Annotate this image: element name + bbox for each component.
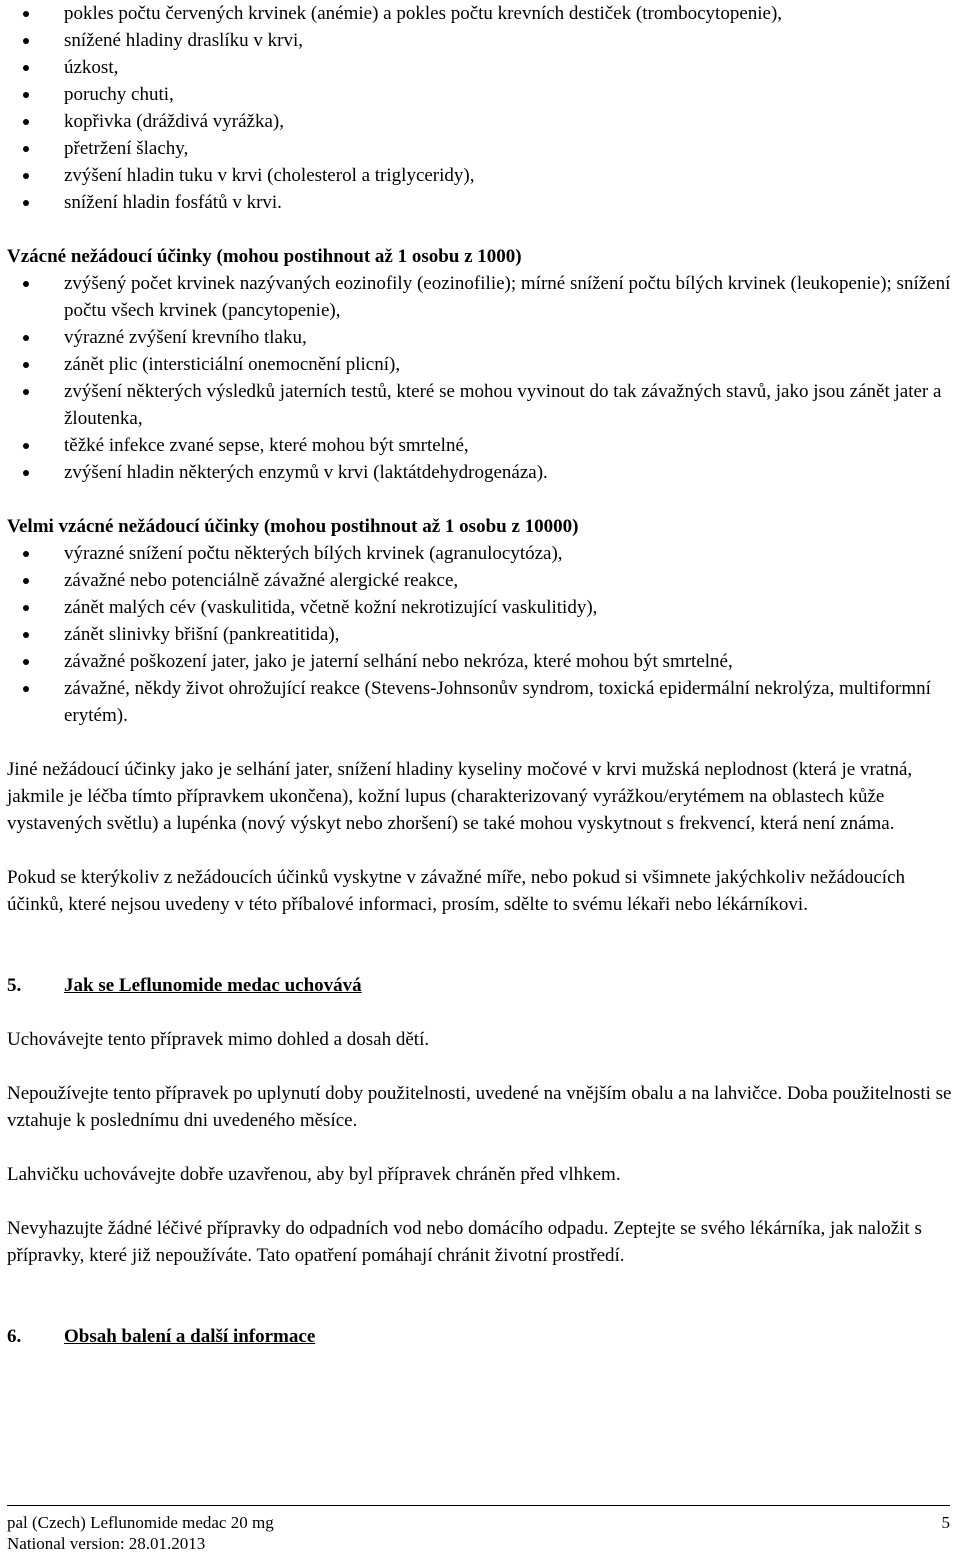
- list-item: kopřivka (dráždivá vyrážka),: [7, 108, 953, 135]
- list-item: snížení hladin fosfátů v krvi.: [7, 189, 953, 216]
- list-item: závažné, někdy život ohrožující reakce (Stevens-Johnsonův syndrom, toxická epidermální nekrolýza, multiformní erytém).: [7, 675, 953, 729]
- footer-version: National version: 28.01.2013: [7, 1534, 206, 1553]
- list-item: zvýšení hladin tuku v krvi (cholesterol a triglyceridy),: [7, 162, 953, 189]
- storage-paragraph: Lahvičku uchovávejte dobře uzavřenou, aby byl přípravek chráněn před vlhkem.: [7, 1164, 621, 1185]
- list-item: snížené hladiny draslíku v krvi,: [7, 27, 953, 54]
- rare-effects-list: [7, 270, 953, 486]
- list-item: těžké infekce zvané sepse, které mohou být smrtelné,: [7, 432, 953, 459]
- intro-list: [7, 0, 953, 216]
- section-6-heading: [7, 1323, 953, 1350]
- list-item: zánět slinivky břišní (pankreatitida),: [7, 621, 953, 648]
- very-rare-effects-list: [7, 540, 953, 729]
- list-item: poruchy chuti,: [7, 81, 953, 108]
- list-item: výrazné zvýšení krevního tlaku,: [7, 324, 953, 351]
- other-effects-paragraph: Jiné nežádoucí účinky jako je selhání jater, snížení hladiny kyseliny močové v krvi mužská neplodnost (která je vratná, jakmile je léčba tímto přípravkem ukončena), kožní lupus (charakterizovaný vyrážkou/erytémem na oblastech kůže vystavených světlu) a lupénka (nový výskyt nebo zhoršení) se také mohou vyskytnout s frekvencí, která není známa.: [7, 759, 913, 834]
- list-item: zánět malých cév (vaskulitida, včetně kožní nekrotizující vaskulitidy),: [7, 594, 953, 621]
- footer-page-number: 5: [941, 1513, 950, 1532]
- section-title: Jak se Leflunomide medac uchovává: [64, 975, 362, 996]
- list-item: přetržení šlachy,: [7, 135, 953, 162]
- page-footer: [7, 1505, 950, 1554]
- storage-paragraph: Nevyhazujte žádné léčivé přípravky do odpadních vod nebo domácího odpadu. Zeptejte se svého lékárníka, jak naložit s přípravky, které již nepoužíváte. Tato opatření pomáhají chránit životní prostředí.: [7, 1218, 922, 1266]
- list-item: závažné nebo potenciálně závažné alergické reakce,: [7, 567, 953, 594]
- list-item: zvýšení některých výsledků jaterních testů, které se mohou vyvinout do tak závažných stavů, jako jsou zánět jater a žloutenka,: [7, 378, 953, 432]
- section-title: Obsah balení a další informace: [64, 1326, 316, 1347]
- list-item: zánět plic (intersticiální onemocnění plicní),: [7, 351, 953, 378]
- list-item: závažné poškození jater, jako je jaterní selhání nebo nekróza, které mohou být smrtelné,: [7, 648, 953, 675]
- list-item: úzkost,: [7, 54, 953, 81]
- rare-effects-heading: Vzácné nežádoucí účinky (mohou postihnout až 1 osobu z 1000): [7, 246, 522, 267]
- footer-document-title: pal (Czech) Leflunomide medac 20 mg: [7, 1513, 274, 1532]
- document-page: [7, 0, 953, 1350]
- list-item: zvýšený počet krvinek nazývaných eozinofily (eozinofilie); mírné snížení počtu bílých krvinek (leukopenie); snížení počtu všech krvinek (pancytopenie),: [7, 270, 953, 324]
- section-5-heading: [7, 972, 953, 999]
- list-item: výrazné snížení počtu některých bílých krvinek (agranulocytóza),: [7, 540, 953, 567]
- section-number: 5.: [7, 975, 22, 996]
- storage-paragraph: Uchovávejte tento přípravek mimo dohled a dosah dětí.: [7, 1029, 430, 1050]
- storage-paragraph: Nepoužívejte tento přípravek po uplynutí doby použitelnosti, uvedené na vnějším obalu a na lahvičce. Doba použitelnosti se vztahuje k poslednímu dni uvedeného měsíce.: [7, 1083, 952, 1131]
- list-item: zvýšení hladin některých enzymů v krvi (laktátdehydrogenáza).: [7, 459, 953, 486]
- if-serious-paragraph: Pokud se kterýkoliv z nežádoucích účinků vyskytne v závažné míře, nebo pokud si všimnete jakýchkoliv nežádoucích účinků, které nejsou uvedeny v této příbalové informaci, prosím, sdělte to svému lékaři nebo lékárníkovi.: [7, 867, 906, 915]
- very-rare-effects-heading: Velmi vzácné nežádoucí účinky (mohou postihnout až 1 osobu z 10000): [7, 516, 579, 537]
- section-number: 6.: [7, 1326, 22, 1347]
- list-item: pokles počtu červených krvinek (anémie) a pokles počtu krevních destiček (trombocytopenie),: [7, 0, 953, 27]
